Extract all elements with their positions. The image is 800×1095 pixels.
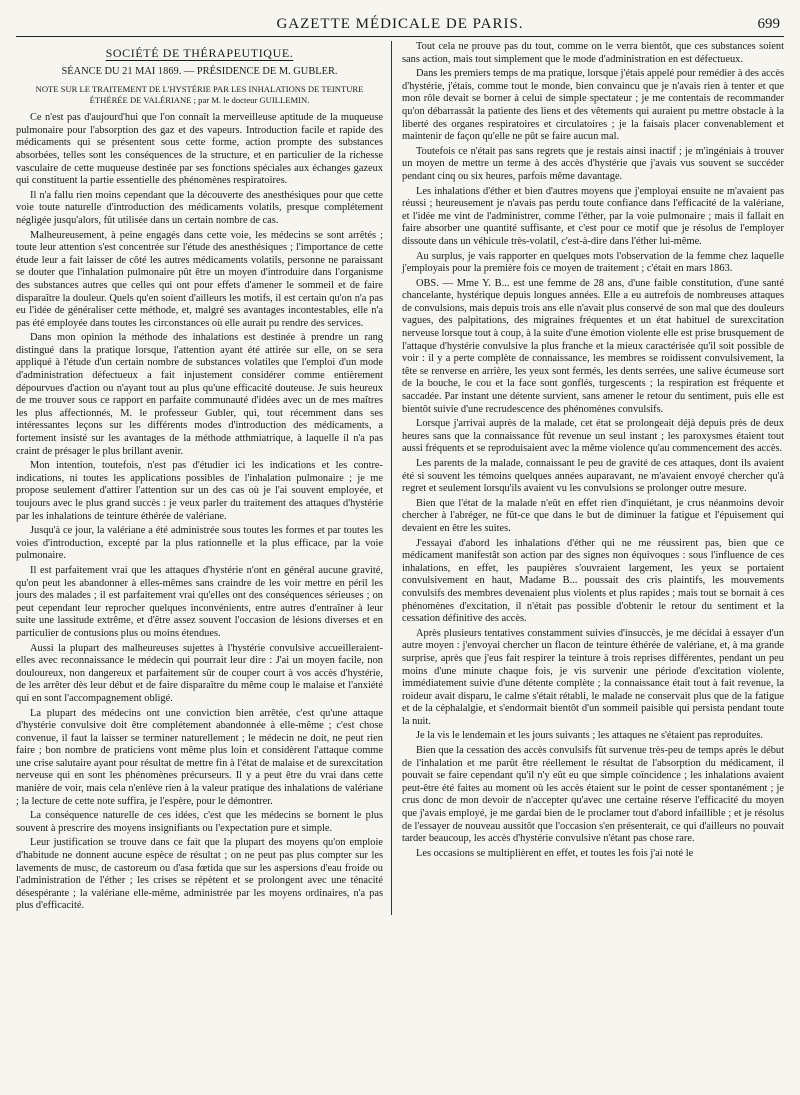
paragraph: Leur justification se trouve dans ce fait que la plupart des moyens qu'on emploie d'habitude ne donnent aucune espèce de résultat ; on ne peut pas plus compter sur les lavements de musc, de castoreum ou d'asa fœtida que sur les aspersions d'eau froide ou l'administration de l'éther ; les crises se répètent et se prolongent avec une ténacité désespérante ; la valériane elle-même, administrée par les moyens ordinaires, n'a pas plus d'efficacité. <box>16 837 383 912</box>
session-line: SÉANCE DU 21 MAI 1869. — PRÉSIDENCE DE M. GUBLER. <box>61 65 338 77</box>
paragraph: Au surplus, je vais rapporter en quelques mots l'observation de la femme chez laquelle j'employais pour la première fois ce moyen de traitement ; c'était en mars 1863. <box>402 250 784 275</box>
page-number: 699 <box>757 16 780 32</box>
paragraph: Jusqu'à ce jour, la valériane a été administrée sous toutes les formes et par toutes les voies d'introduction, excepté par la plus rationnelle et la plus efficace, par la voie pulmonaire. <box>16 525 383 562</box>
paragraph: Malheureusement, à peine engagés dans cette voie, les médecins se sont arrêtés ; toute leur attention s'est concentrée sur l'étude des anesthésiques ; l'importance de cette étude leur a fait laisser de côté les autres médicaments volatils, personne ne paraissant se douter que l'inhalation pulmonaire pût être un moyen d'introduire dans l'organisme des substances autres que celles qui ont pour effets d'amener le sommeil et de faire disparaître la douleur. Quels qu'en soient d'ailleurs les motifs, il est certain qu'on n'a pas eu l'idée de généraliser cette méthode, et, malgré ses avantages incontestables, elle n'a pas été employée dans toutes les circonstances où elle aurait pu rendre des services. <box>16 229 383 329</box>
paragraph: Dans les premiers temps de ma pratique, lorsque j'étais appelé pour remédier à des accès d'hystérie, j'étais, comme tout le monde, bien convaincu que je n'avais rien à tenter et que mon rôle devait se borner à celui de simple spectateur ; je me contentais de recommander qu'on débarrassât la patiente des liens et des vêtements qui auraient pu mettre obstacle à la liberté des organes respiratoires et circulatoires ; je la faisais placer convenablement et maintenir de façon qu'elle ne pût se faire aucun mal. <box>402 68 784 143</box>
right-column <box>392 41 784 915</box>
paragraph: Lorsque j'arrivai auprès de la malade, cet état se prolongeait déjà depuis près de deux heures sans que la connaissance fût revenue un seul instant ; les paroxysmes étaient tout aussi fréquents et se reproduisaient avec la même violence qu'au commencement des accès. <box>402 418 784 455</box>
observation-paragraph: OBS. — Mme Y. B... est une femme de 28 ans, d'une faible constitution, d'une santé chancelante, hystérique depuis longues années. Elle a eu autrefois de nombreuses attaques de convulsions, mais depuis trois ans elle n'avait plus conservé de son mal que des douleurs vagues, des palpitations, des migraines fréquentes et un état habituel de surexcitation nerveuse lorsque tout à coup, à la suite d'une émotion violente elle est prise brusquement de l'attaque d'hystérie convulsive la plus franche et la mieux caractérisée qu'il soit possible de voir : il y a perte complète de connaissance, les membres se roidissent convulsivement, la tête se renverse en arrière, les yeux sont fermés, les dents serrées, une salive écumeuse sort de la bouche, le cou et la face sont gonflés, turgescents ; la respiration est fréquente et saccadée. Par instant une détente survient, sans amener le retour du sentiment, puis elle est bientôt suivie d'une recrudescence des phénomènes convulsifs. <box>402 277 784 415</box>
paragraph: Les parents de la malade, connaissant le peu de gravité de ces attaques, dont ils avaient été si souvent les témoins quelques années auparavant, ne m'avaient envoyé chercher qu'à regret et seulement lorsqu'ils avaient vu les convulsions se prolonger outre mesure. <box>402 458 784 495</box>
paragraph: Je la vis le lendemain et les jours suivants ; les attaques ne s'étaient pas reproduites. <box>416 730 763 742</box>
paragraph: Aussi la plupart des malheureuses sujettes à l'hystérie convulsive accueilleraient-elles avec reconnaissance le médecin qui pourrait leur dire : J'ai un moyen facile, non douloureux, non dangereux et parfaitement sûr de couper court à vos accès d'hystérie, de les arrêter dès leur début et de faire disparaître du même coup le malaise et l'anxiété qui en sont l'accompagnement obligé. <box>16 642 383 704</box>
paragraph: Il est parfaitement vrai que les attaques d'hystérie n'ont en général aucune gravité, qu'on peut les abandonner à elles-mêmes sans craindre de les voir mettre en péril les jours des malades ; il est parfaitement vrai qu'elles ont des conséquences sérieuses ; on peut cependant leur reprocher quelques inconvénients, entre autres d'entraîner à leur suite une lassitude extrême, et d'être assez souvent l'occasion de lésions diverses et en particulier de contusions plus ou moins étendues. <box>16 564 383 639</box>
paragraph: Tout cela ne prouve pas du tout, comme on le verra bientôt, que ces substances soient sans action, mais tout simplement que le mode d'administration en est défectueux. <box>402 41 784 65</box>
journal-title: GAZETTE MÉDICALE DE PARIS. <box>276 16 524 32</box>
paragraph: Dans mon opinion la méthode des inhalations est destinée à prendre un rang distingué dans la pratique lorsque, l'attention ayant été attirée sur elle, on se sera appliqué à l'étude d'un certain nombre de substances volatiles que l'emploi d'un mode d'administration défectueux a fait injustement considérer comme entièrement dépourvues d'action ou n'ayant tout au plus qu'une efficacité douteuse. Je suis heureux de me trouver sous ce rapport en parfaite communauté d'idées avec un de mes maîtres les plus affectionnés, M. le professeur Gubler, qui, tout récemment dans ses intéressantes leçons sur les différents modes d'introduction des médicaments, a fortement insisté sur les avantages de la méthode atthmiatrique, à laquelle il n'a pas craint de présager le plus brillant avenir. <box>16 332 383 457</box>
paragraph: Il n'a fallu rien moins cependant que la découverte des anesthésiques pour que cette voie toute naturelle d'introduction des médicaments volatils, presque complétement négligée jusqu'alors, fût utilisée dans un certain nombre de cas. <box>16 189 383 226</box>
paragraph: Les occasions se multiplièrent en effet, et toutes les fois j'ai noté le <box>416 847 694 859</box>
paragraph: Ce n'est pas d'aujourd'hui que l'on connaît la merveilleuse aptitude de la muqueuse pulmonaire pour l'absorption des gaz et des vapeurs. Introduction facile et rapide des médicaments qui se présentent sous cette forme, action prompte des substances absorbées, telles sont les conséquences de la structure, et en particulier de la richesse vasculaire de cette muqueuse destinée par ses fonctions spéciales aux échanges gazeux qui constituent la partie essentielle des phénomènes respiratoires. <box>16 112 383 187</box>
paragraph: Bien que l'état de la malade n'eût en effet rien d'inquiétant, je crus néanmoins devoir chercher à l'abréger, ne fût-ce que dans le but de diminuer la fatigue et l'épuisement qui devaient en être les suites. <box>402 497 784 534</box>
paragraph: Après plusieurs tentatives constamment suivies d'insuccès, je me décidai à essayer d'un autre moyen : j'envoyai chercher un flacon de teinture éthérée de valériane, et, à ma grande surprise, après que j'eus fait respirer la teinture à trois reprises différentes, pendant un peu moins d'une minute chaque fois, je vis survenir une période d'excitation violente, immédiatement suivie d'une détente complète ; la connaissance était tout à fait revenue, la roideur avait disparu, le calme s'était rétabli, le malade ne conservait plus que de la fatigue et de la céphalalgie, et s'endormait bientôt d'un sommeil paisible qui persista pendant toute la nuit. <box>402 627 784 727</box>
paragraph: Bien que la cessation des accès convulsifs fût survenue très-peu de temps après le début de l'inhalation et me parût être réellement le résultat de l'absorption du médicament, il pouvait se faire cependant qu'il n'y eût eu que simple coïncidence ; les inhalations avaient peut-être été faites au moment où les accès étaient sur le point de cesser spontanément ; je crus donc de mon devoir de n'accepter qu'avec une certaine réserve l'efficacité du moyen que j'avais employé, je me gardai bien de le proclamer tout d'abord infaillible ; et je résolus de l'essayer de nouveau aussitôt que l'occasion s'en présenterait, ce qui d'ailleurs no pouvait tarder beaucoup, les accès d'hystérie convulsive n'étant pas chose rare. <box>402 745 784 845</box>
section-title: SOCIÉTÉ DE THÉRAPEUTIQUE. <box>105 46 294 60</box>
paragraph: Mon intention, toutefois, n'est pas d'étudier ici les indications et les contre-indications, ni toutes les applications possibles de l'inhalation pulmonaire ; je me propose seulement d'attirer l'attention sur un des cas où je l'ai souvent employée, et toujours avec le plus grand succès : je veux parler du traitement des attaques d'hystérie par les inhalations de teinture éthérée de valériane. <box>16 460 383 522</box>
paragraph: Les inhalations d'éther et bien d'autres moyens que j'employai ensuite ne m'avaient pas réussi ; heureusement je n'avais pas perdu toute confiance dans l'efficacité de la valériane, et l'idée me vint de l'administrer, comme l'éther, par la voie pulmonaire ; mais il fallait en faire absorber une quantité suffisante, et c'est pour ce motif que je résolus de l'employer dissoute dans un véhicule très-volatil, c'est-à-dire dans l'éther lui-même. <box>402 185 784 247</box>
paragraph: La plupart des médecins ont une conviction bien arrêtée, c'est qu'une attaque d'hystérie convulsive doit être complétement abandonnée à elle-même ; c'est chose convenue, il faut la laisser se terminer naturellement ; le médecin ne doit, ne peut rien faire ; bon nombre de praticiens vont même plus loin et considèrent l'attaque comme une crise salutaire ayant pour résultat de mettre fin à l'état de malaise et de surexcitation nerveuse qui en sont les phénomènes précurseurs. Il y a peut être du vrai dans cette manière de voir, mais cela n'enlève rien à la valeur pratique des inhalations de valériane ; la lecture de cette note suffira, je l'espère, pour le démontrer. <box>16 707 383 807</box>
paragraph: La conséquence naturelle de ces idées, c'est que les médecins se bornent le plus souvent à prescrire des moyens insignifiants ou l'expectation pure et simple. <box>16 810 383 834</box>
paragraph: Toutefois ce n'était pas sans regrets que je restais ainsi inactif ; je m'ingéniais à trouver un moyen de mettre un terme à des accès d'hystérie que j'avais vus souvent se succéder pendant cinq ou six heures, parfois même davantage. <box>402 145 784 182</box>
running-header <box>16 14 784 37</box>
left-column <box>16 41 392 915</box>
note-title: NOTE SUR LE TRAITEMENT DE L'HYSTÉRIE PAR LES INHALATIONS DE TEINTURE ÉTHÉRÉE DE VALÉRIANE ; par M. le docteur GUILLEMIN. <box>35 84 364 106</box>
text-columns <box>16 41 784 915</box>
paragraph: J'essayai d'abord les inhalations d'éther qui ne me réussirent pas, bien que ce médicament manifestât son action par des signes non équivoques : sous l'influence de ces inhalations, en effet, les paupières s'ouvraient largement, les yeux se portaient convulsivement en haut, Madame B... poussait des cris plaintifs, les mouvements convulsifs des membres devenaient plus violents et plus rapides ; mais tout se bornait à ces phénomènes d'excitation, il n'était pas possible d'obtenir le retour du sentiment et la cessation définitive des accès. <box>402 537 784 625</box>
